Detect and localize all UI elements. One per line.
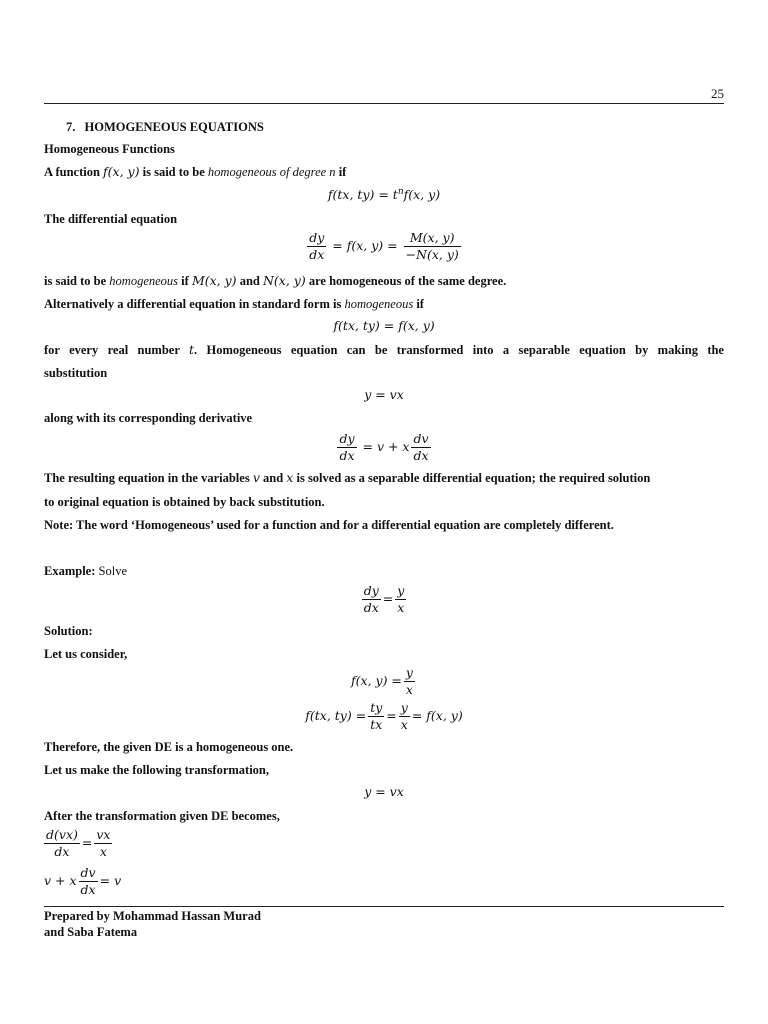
eq-hf-lhs: f(tx, ty) = t	[327, 187, 398, 203]
math-t: t	[189, 342, 195, 357]
frac-num: y	[400, 700, 408, 715]
said-line	[44, 272, 724, 290]
along-line: along with its corresponding derivative	[44, 411, 253, 425]
frac-dy-dx	[362, 584, 381, 615]
equation-example	[44, 584, 724, 615]
eq-hf-exp: n	[397, 187, 404, 197]
frac-den: x	[99, 844, 107, 859]
alt-line	[44, 295, 724, 313]
text-span: The resulting equation in the variables	[44, 471, 253, 485]
frac-y-x	[395, 584, 406, 615]
frac-dy-dx	[337, 432, 356, 463]
frac-num: y	[405, 665, 413, 680]
math-x: x	[286, 470, 294, 485]
math-N: N(x, y)	[262, 273, 306, 288]
after-line: After the transformation given DE becomes,	[44, 809, 280, 823]
text-span: and	[236, 274, 263, 288]
definition-line	[44, 163, 724, 181]
frac-dvx-dx	[44, 828, 80, 859]
frac-dv-dx	[79, 866, 98, 897]
consider-line: Let us consider,	[44, 647, 128, 661]
therefore-line: Therefore, the given DE is a homogeneous one.	[44, 740, 294, 754]
page-number: 25	[711, 86, 724, 101]
def-fxy: f(x, y)	[103, 164, 140, 179]
solution-label: Solution:	[44, 624, 93, 638]
frac-den: −N(x, y)	[405, 247, 459, 262]
frac-y-x	[399, 701, 410, 732]
frac-M-N	[404, 231, 461, 262]
def-italic: homogeneous of degree n	[207, 165, 336, 179]
transform-line: Let us make the following transformation,	[44, 763, 269, 777]
eq-de-mid: = f(x, y) =	[332, 238, 398, 253]
frac-num: dy	[339, 431, 355, 446]
frac-num: dy	[309, 230, 325, 245]
math-M: M(x, y)	[191, 273, 237, 288]
frac-den: dx	[309, 247, 325, 262]
frac-num: vx	[96, 827, 111, 842]
de-intro: The differential equation	[44, 212, 178, 226]
def-mid: is said to be	[139, 165, 208, 179]
example-text: Solve	[95, 564, 127, 578]
frac-num: y	[397, 583, 405, 598]
text-span: is solved as a separable differential equation; the required solution	[293, 471, 651, 485]
frac-den: dx	[413, 448, 429, 463]
equation-f	[44, 666, 724, 697]
frac-vx-x	[94, 828, 112, 859]
equation-derivative	[44, 432, 724, 463]
eq-deriv-mid: = v + x	[362, 439, 410, 454]
frac-den: dx	[54, 844, 70, 859]
frac-den: x	[405, 682, 413, 697]
frac-dv-dx	[411, 432, 430, 463]
eq-last-lhs: v + x	[44, 873, 77, 888]
text-span: is said to be	[44, 274, 110, 288]
footer-line-2: and Saba Fatema	[44, 925, 138, 939]
equation-de	[44, 231, 724, 262]
example-label: Example:	[44, 564, 96, 578]
note-line	[44, 516, 724, 534]
frac-num: dv	[80, 865, 96, 880]
frac-den: tx	[370, 717, 383, 732]
footer-line-1: Prepared by Mohammad Hassan Murad	[44, 909, 261, 923]
header-rule	[44, 103, 724, 104]
def-pre: A function	[44, 165, 104, 179]
section-title: HOMOGENEOUS EQUATIONS	[84, 120, 264, 134]
equals: =	[81, 835, 93, 850]
equals: =	[382, 591, 394, 606]
text-span: and	[259, 471, 287, 485]
frac-num: dy	[363, 583, 379, 598]
frac-ty-tx	[368, 701, 384, 732]
equals: =	[386, 708, 397, 723]
text-italic: homogeneous	[109, 274, 179, 288]
eq-f-lhs: f(x, y) =	[351, 673, 402, 688]
eq-ft-rhs: = f(x, y)	[411, 708, 463, 723]
section-number: 7.	[66, 120, 76, 134]
equation-last	[44, 866, 121, 897]
frac-num: dv	[413, 431, 429, 446]
frac-den: x	[400, 717, 408, 732]
note-label: Note:	[44, 518, 74, 532]
equation-alt: f(tx, ty) = f(x, y)	[333, 318, 435, 333]
frac-num: ty	[370, 700, 383, 715]
every-line	[44, 341, 724, 359]
frac-den: x	[397, 600, 405, 615]
section-heading	[66, 118, 724, 136]
note-text: The word ‘Homogeneous’ used for a function and for a differential equation are completely different.	[73, 518, 614, 532]
def-post: if	[335, 165, 347, 179]
equation-dvx	[44, 828, 114, 859]
eq-last-rhs: = v	[99, 873, 122, 888]
text-span: if	[413, 297, 424, 311]
text-span: are homogeneous of the same degree.	[305, 274, 507, 288]
frac-den: dx	[363, 600, 379, 615]
frac-den: dx	[80, 882, 96, 897]
eq-hf-rhs: f(x, y)	[403, 187, 441, 203]
frac-num: M(x, y)	[404, 231, 461, 247]
text-span: . Homogeneous equation can be transformed into a separable equation by making the	[194, 343, 724, 357]
text-span: Alternatively a differential equation in standard form is	[44, 297, 345, 311]
result-line-2: to original equation is obtained by back substitution.	[44, 495, 325, 509]
subheading: Homogeneous Functions	[44, 142, 175, 156]
math-v: v	[252, 470, 260, 485]
substitution-word: substitution	[44, 366, 108, 380]
text-span: for every real number	[44, 343, 190, 357]
text-italic: homogeneous	[344, 297, 414, 311]
frac-y-x	[404, 666, 415, 697]
frac-dy-dx	[307, 231, 326, 262]
equation-homogeneous-function	[44, 187, 724, 202]
equation-ft	[44, 701, 724, 732]
result-line	[44, 469, 724, 487]
eq-ft-lhs: f(tx, ty) =	[305, 708, 367, 723]
text-span: if	[178, 274, 192, 288]
frac-den: dx	[339, 448, 355, 463]
equation-substitution: y = vx	[364, 387, 404, 402]
frac-num: d(vx)	[46, 827, 78, 842]
example-line	[44, 562, 724, 580]
equation-substitution-2: y = vx	[364, 784, 404, 799]
